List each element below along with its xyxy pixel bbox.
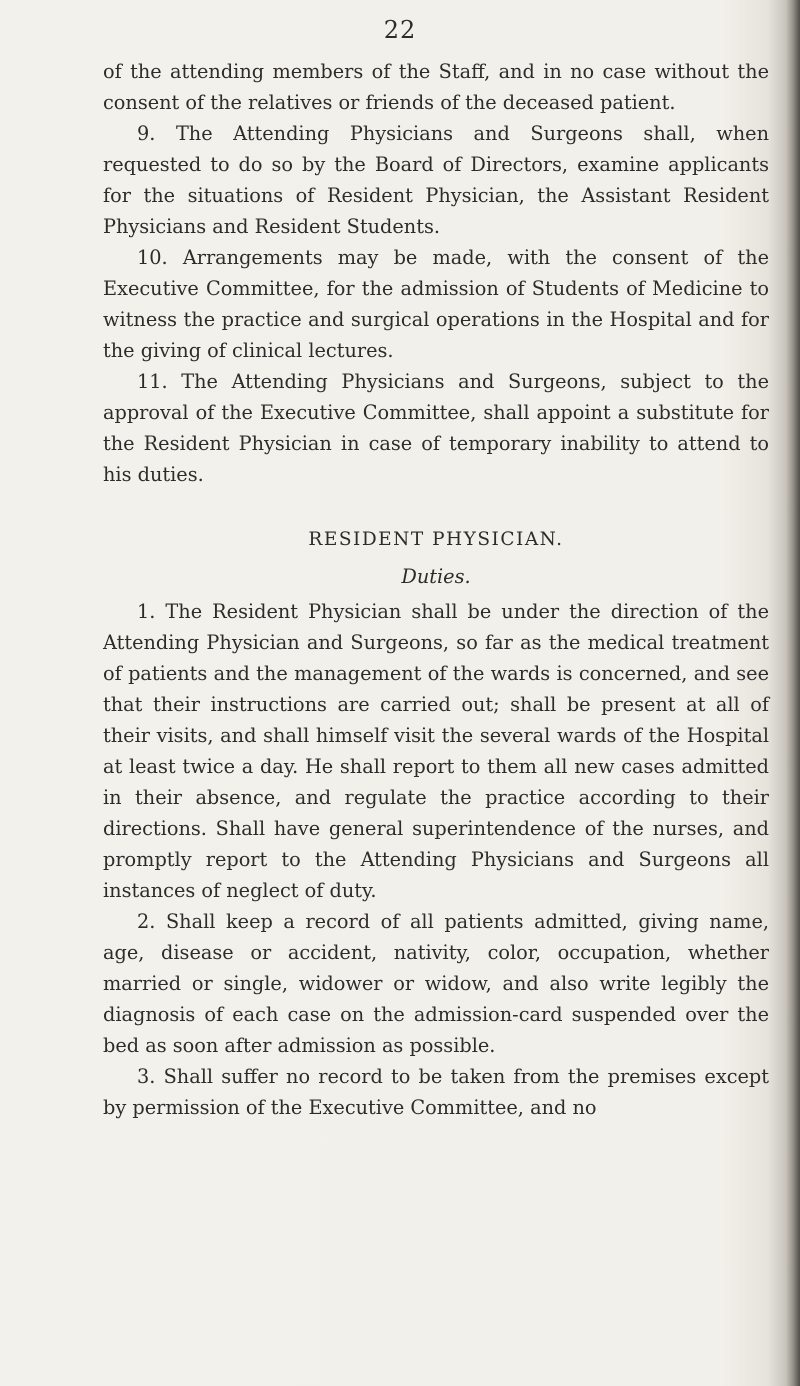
paragraph-duty-3: 3. Shall suffer no record to be taken from the premises except by permission of the Executive Committee, and no [103,1065,769,1119]
paragraph-duty-1: 1. The Resident Physician shall be under the direction of the Attending Physician and Surgeons, so far as the medical treatment of patients and the management of the wards is concerned, and see that their instructions are carried out; shall be present at all of their visits, and shall himself visit the several wards of the Hospital at least twice a day. He shall report to them all new cases admitted in their absence, and regulate the practice according to their directions. Shall have general superintendence of the nurses, and promptly report to the Attending Physicians and Surgeons all instances of neglect of duty. [103,600,769,902]
paragraph-continuation: of the attending members of the Staff, and in no case without the consent of the relatives or friends of the deceased patient. [103,60,769,114]
page-number: 22 [383,16,417,44]
paragraph-rule-11: 11. The Attending Physicians and Surgeons, subject to the approval of the Executive Committee, shall appoint a substitute for the Resident Physician in case of temporary inability to attend to his duties. [103,370,769,486]
page-edge-shadow [786,0,800,1386]
section-subheading: Duties. [401,565,471,588]
section-heading: RESIDENT PHYSICIAN. [308,529,564,550]
paragraph-rule-10: 10. Arrangements may be made, with the consent of the Executive Committee, for the admission of Students of Medicine to witness the practice and surgical operations in the Hospital and for the giving of clinical lectures. [103,246,769,362]
paragraph-rule-9: 9. The Attending Physicians and Surgeons shall, when requested to do so by the Board of Directors, examine applicants for the situations of Resident Physician, the Assistant Resident Physicians and Resident Students. [103,122,769,238]
paragraph-duty-2: 2. Shall keep a record of all patients admitted, giving name, age, disease or accident, nativity, color, occupation, whether married or single, widower or widow, and also write legibly the diagnosis of each case on the admission-card suspended over the bed as soon after admission as possible. [103,910,769,1057]
page-text [103,56,769,1123]
